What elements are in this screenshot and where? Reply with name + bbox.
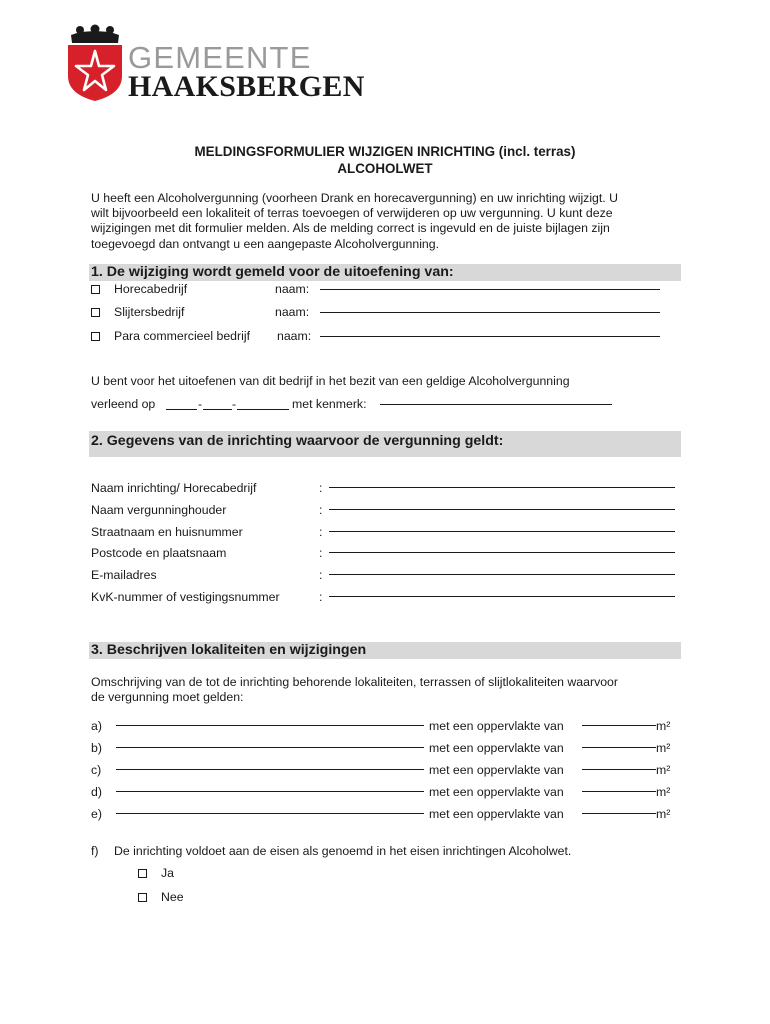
description-line: de vergunning moet gelden: [91, 690, 244, 705]
logo-word-haaksbergen: HAAKSBERGEN [128, 70, 365, 103]
area-unit: m² [656, 719, 671, 733]
name-label: naam: [275, 282, 310, 296]
checkbox-para-commercieel[interactable] [91, 332, 100, 341]
intro-line: U heeft een Alcoholvergunning (voorheen Drank en horecavergunning) en uw inrichting wijzigt. U [91, 191, 619, 205]
area-unit: m² [656, 785, 671, 799]
area-input-line[interactable] [582, 747, 656, 748]
field-input-line[interactable] [329, 487, 675, 488]
area-text: met een oppervlakte van [429, 719, 564, 733]
item-label: e) [91, 807, 102, 821]
location-input-line[interactable] [116, 769, 424, 770]
granted-on-label: verleend op [91, 397, 156, 411]
section-2-heading: 2. Gegevens van de inrichting waarvoor de vergunning geldt: [91, 433, 504, 449]
location-input-line[interactable] [116, 813, 424, 814]
date-separator: - [232, 397, 237, 411]
granted-day-input[interactable] [166, 409, 197, 410]
area-unit: m² [656, 741, 671, 755]
field-label: Naam vergunninghouder [91, 503, 227, 517]
field-input-line[interactable] [329, 509, 675, 510]
field-input-line[interactable] [329, 574, 675, 575]
checkbox-ja[interactable] [138, 869, 147, 878]
municipality-logo [66, 24, 426, 104]
area-text: met een oppervlakte van [429, 763, 564, 777]
reference-input-line[interactable] [380, 404, 612, 405]
area-unit: m² [656, 763, 671, 777]
intro-line: wilt bijvoorbeeld een lokaliteit of terras toevoegen of verwijderen op uw vergunning. U kunt deze [91, 206, 613, 221]
item-label: a) [91, 719, 102, 733]
name-input-line[interactable] [320, 289, 660, 290]
option-label-slijtersbedrijf: Slijtersbedrijf [114, 305, 185, 319]
field-label: KvK-nummer of vestigingsnummer [91, 590, 280, 604]
checkbox-nee[interactable] [138, 893, 147, 902]
area-unit: m² [656, 807, 671, 821]
field-label: E-mailadres [91, 568, 157, 582]
answer-ja-label: Ja [161, 866, 174, 880]
field-input-line[interactable] [329, 552, 675, 553]
field-colon: : [319, 590, 323, 604]
description-line: Omschrijving van de tot de inrichting behorende lokaliteiten, terrassen of slijtlokaliteiten waarvoor [91, 675, 618, 689]
area-text: met een oppervlakte van [429, 807, 564, 821]
checkbox-horecabedrijf[interactable] [91, 285, 100, 294]
option-label-para-commercieel: Para commercieel bedrijf [114, 329, 250, 343]
area-input-line[interactable] [582, 791, 656, 792]
granted-year-input[interactable] [237, 409, 289, 410]
name-label: naam: [277, 329, 312, 343]
license-statement: U bent voor het uitoefenen van dit bedrijf in het bezit van een geldige Alcoholvergunning [91, 374, 570, 388]
section-3-heading: 3. Beschrijven lokaliteiten en wijzigingen [91, 642, 367, 658]
name-input-line[interactable] [320, 312, 660, 313]
field-input-line[interactable] [329, 531, 675, 532]
name-input-line[interactable] [320, 336, 660, 337]
locations-description [91, 675, 681, 705]
area-input-line[interactable] [582, 813, 656, 814]
section-1-header [89, 264, 681, 281]
item-label: c) [91, 763, 102, 777]
item-label: d) [91, 785, 102, 799]
section-1-heading: 1. De wijziging wordt gemeld voor de uitoefening van: [91, 264, 454, 280]
granted-month-input[interactable] [203, 409, 232, 410]
form-subtitle: ALCOHOLWET [337, 161, 433, 176]
requirements-question: De inrichting voldoet aan de eisen als genoemd in het eisen inrichtingen Alcoholwet. [114, 844, 572, 858]
field-label: Straatnaam en huisnummer [91, 525, 243, 539]
area-input-line[interactable] [582, 769, 656, 770]
area-text: met een oppervlakte van [429, 741, 564, 755]
area-input-line[interactable] [582, 725, 656, 726]
question-label: f) [91, 844, 99, 858]
intro-paragraph [91, 191, 681, 252]
field-colon: : [319, 481, 323, 495]
location-input-line[interactable] [116, 747, 424, 748]
answer-nee-label: Nee [161, 890, 184, 904]
item-label: b) [91, 741, 102, 755]
field-label: Postcode en plaatsnaam [91, 546, 227, 560]
field-colon: : [319, 546, 323, 560]
field-colon: : [319, 568, 323, 582]
intro-line: toegevoegd dan ontvangt u een aangepaste Alcoholvergunning. [91, 236, 440, 251]
area-text: met een oppervlakte van [429, 785, 564, 799]
field-label: Naam inrichting/ Horecabedrijf [91, 481, 257, 495]
intro-line: wijzigingen met dit formulier melden. Als de melding correct is ingevuld en de juiste bijlagen zijn [91, 221, 610, 236]
section-2-header [89, 431, 681, 457]
field-input-line[interactable] [329, 596, 675, 597]
option-label-horecabedrijf: Horecabedrijf [114, 282, 188, 296]
reference-label: met kenmerk: [292, 397, 367, 411]
coat-of-arms-icon [66, 24, 124, 102]
form-title: MELDINGSFORMULIER WIJZIGEN INRICHTING (incl. terras) [194, 144, 576, 159]
field-colon: : [319, 503, 323, 517]
date-separator: - [198, 397, 203, 411]
name-label: naam: [275, 305, 310, 319]
location-input-line[interactable] [116, 791, 424, 792]
field-colon: : [319, 525, 323, 539]
logo-word-gemeente: GEMEENTE [128, 40, 312, 75]
location-input-line[interactable] [116, 725, 424, 726]
checkbox-slijtersbedrijf[interactable] [91, 308, 100, 317]
section-3-header [89, 642, 681, 659]
